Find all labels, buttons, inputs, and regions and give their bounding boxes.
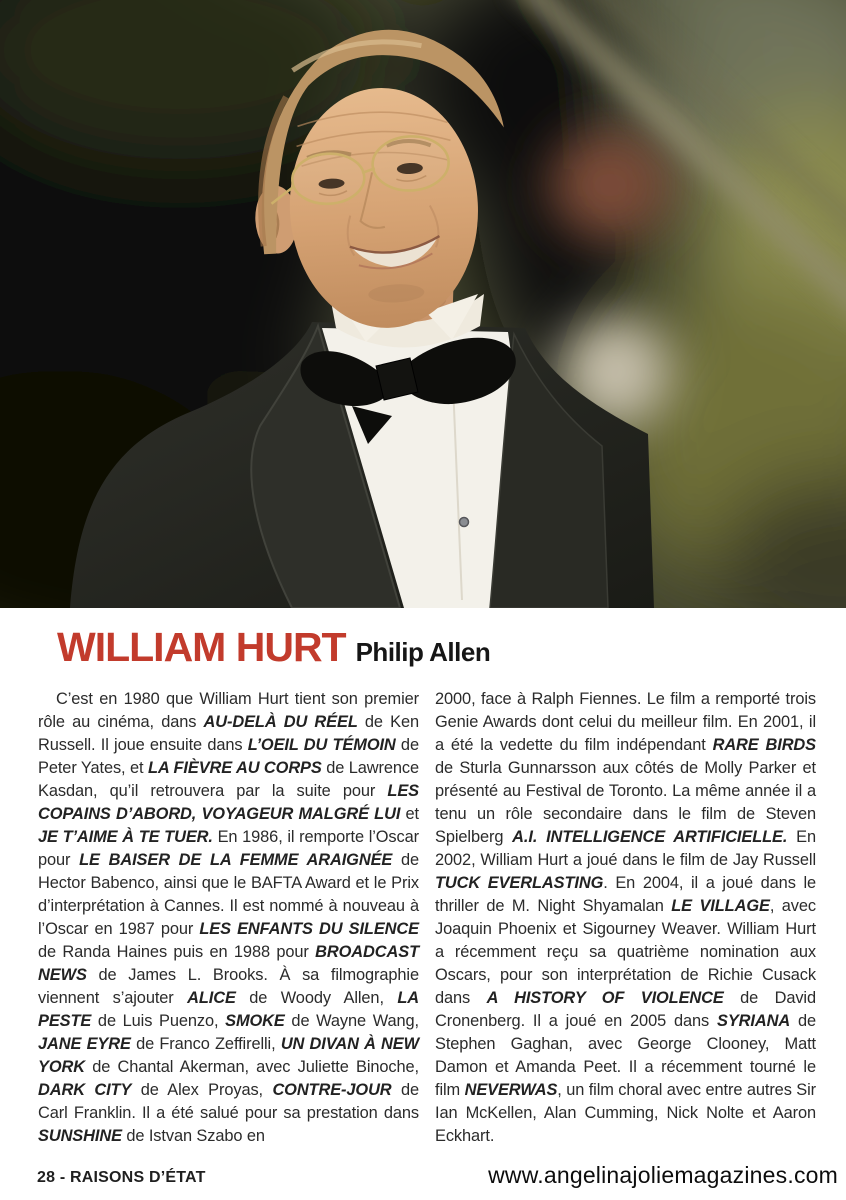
film-title: BROADCAST NEWS [38,943,419,984]
film-title: SMOKE [225,1012,285,1030]
page-subtitle: Philip Allen [355,637,491,667]
film-title: JE T’AIME À TE TUER. [38,828,213,846]
film-title: A.I. INTELLIGENCE ARTIFICIELLE. [512,828,788,846]
background-red-blob [548,129,672,241]
article-column-left: C’est en 1980 que William Hurt tient son premier rôle au cinéma, dans AU-DELÀ DU RÉEL de Ken Russell. Il joue ensuite dans L’OEIL DU TÉMOIN de Peter Yates, et LA FIÈVRE AU CORPS de Lawrence Kasdan, qu’il retrouvera par la suite pour LES COPAINS D’ABORD, VOYAGEUR MALGRÉ LUI et JE T’AIME À TE TUER. En 1986, il remporte l’Oscar pour LE BAISER DE LA FEMME ARAIGNÉE de Hector Babenco, ainsi que le BAFTA Award et le Prix d’interprétation à Cannes. Il est nommé à nouveau à l’Oscar en 1987 pour LES ENFANTS DU SILENCE de Randa Haines puis en 1988 pour BROADCAST NEWS de James L. Brooks. À sa filmographie viennent s’ajouter ALICE de Woody Allen, LA PESTE de Luis Puenzo, SMOKE de Wayne Wang, JANE EYRE de Franco Zeffirelli, UN DIVAN À NEW YORK de Chantal Akerman, avec Juliette Binoche, DARK CITY de Alex Proyas, CONTRE-JOUR de Carl Franklin. Il a été salué pour sa prestation dans SUNSHINE de Istvan Szabo en [38,690,419,1145]
page-title: WILLIAM HURT [57,624,346,670]
film-title: LES COPAINS D’ABORD, VOYAGEUR MALGRÉ LUI [38,782,419,823]
film-title: UN DIVAN À NEW YORK [38,1035,419,1076]
film-title: AU-DELÀ DU RÉEL [203,713,358,731]
film-title: DARK CITY [38,1081,132,1099]
film-title: CONTRE-JOUR [272,1081,392,1099]
film-title: LA FIÈVRE AU CORPS [147,759,322,777]
film-title: SYRIANA [717,1012,791,1030]
article-body [38,688,816,1148]
page-number-footer: 28 - RAISONS D’ÉTAT [37,1169,206,1186]
shirt-stud [460,518,469,527]
watermark-url: www.angelinajoliemagazines.com [488,1162,838,1188]
title-row [57,624,816,671]
film-title: ALICE [187,989,236,1007]
film-title: LE BAISER DE LA FEMME ARAIGNÉE [79,851,393,869]
film-title: NEVERWAS [464,1081,558,1099]
film-title: LES ENFANTS DU SILENCE [199,920,419,938]
film-title: A HISTORY OF VIOLENCE [486,989,724,1007]
film-title: RARE BIRDS [712,736,817,754]
film-title: SUNSHINE [38,1127,122,1145]
article-column-right: 2000, face à Ralph Fiennes. Le film a remporté trois Genie Awards dont celui du meilleur film. En 2001, il a été la vedette du film indépendant RARE BIRDS de Sturla Gunnarsson aux côtés de Molly Parker et présenté au Festival de Toronto. La même année il a tenu un rôle secondaire dans le film de Steven Spielberg A.I. INTELLIGENCE ARTIFICIELLE. En 2002, William Hurt a joué dans le film de Jay Russell TUCK EVERLASTING. En 2004, il a joué dans le thriller de M. Night Shyamalan LE VILLAGE, avec Joaquin Phoenix et Sigourney Weaver. William Hurt a récemment reçu sa quatrième nomination aux Oscars, pour son interprétation de Richie Cusack dans A HISTORY OF VIOLENCE de David Cronenberg. Il a joué en 2005 dans SYRIANA de Stephen Gaghan, avec George Clooney, Matt Damon et Amanda Peet. Il a récemment tourné le film NEVERWAS, un film choral avec entre autres Sir Ian McKellen, Alan Cumming, Nick Nolte et Aaron Eckhart. [435,690,817,1145]
film-title: LA PESTE [38,989,419,1030]
film-title: L’OEIL DU TÉMOIN [247,736,396,754]
film-title: LE VILLAGE [671,897,770,915]
film-title: TUCK EVERLASTING [435,874,604,892]
film-title: JANE EYRE [38,1035,131,1053]
